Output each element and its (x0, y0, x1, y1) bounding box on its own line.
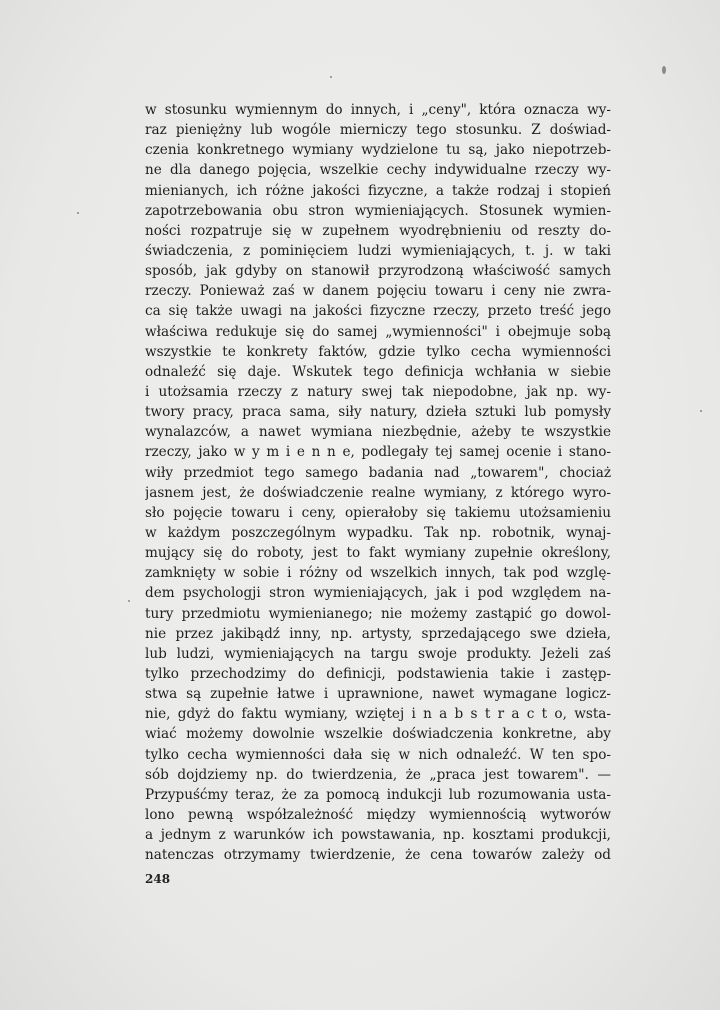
text-line: wiły przedmiot tego samego badania nad „towarem", chociaż (145, 464, 611, 481)
text-line: odnaleźć się daje. Wskutek tego definicja wchłania w siebie (145, 363, 611, 380)
paper-speck (700, 410, 702, 412)
text-line: ca się także uwagi na jakości fizyczne rzeczy, przeto treść jego (145, 303, 611, 320)
text-line: tylko przechodzimy do definicji, podstawienia takie i zastęp- (145, 665, 611, 682)
text-line: tylko cecha wymienności dała się w nich odnaleźć. W ten spo- (145, 746, 611, 763)
text-line: lub ludzi, wymieniających na targu swoje produkty. Jeżeli zaś (145, 645, 611, 662)
text-line: wiać możemy dowolnie wszelkie doświadczenia konkretne, aby (145, 726, 611, 743)
text-line: tury przedmiotu wymienianego; nie możemy zastąpić go dowol- (145, 605, 611, 622)
text-line: czenia konkretnego wymiany wydzielone tu są, jako niepotrzeb- (145, 142, 611, 159)
text-line: mujący się do roboty, jest to fakt wymiany zupełnie określony, (145, 545, 611, 562)
text-line: wszystkie te konkrety faktów, gdzie tylko cecha wymienności (145, 343, 611, 360)
text-line: właściwa redukuje się do samej „wymienności" i obejmuje sobą (145, 323, 611, 340)
text-line: lono pewną współzależność między wymiennością wytworów (145, 806, 611, 823)
text-line: twory pracy, praca sama, siły natury, dzieła sztuki lub pomysły (145, 404, 611, 421)
paper-speck (330, 76, 332, 78)
text-line: świadczenia, z pominięciem ludzi wymieniających, t. j. w taki (145, 242, 611, 259)
text-line: ne dla danego pojęcia, wszelkie cechy indywidualne rzeczy wy- (145, 162, 611, 179)
text-line: zamknięty w sobie i różny od wszelkich innych, tak pod wzglę- (145, 565, 611, 582)
text-line: nie przez jakibądź inny, np. artysty, sprzedającego swe dzieła, (145, 625, 611, 642)
text-line: w każdym poszczególnym wypadku. Tak np. robotnik, wynaj- (145, 524, 611, 541)
text-line: sób dojdziemy np. do twierdzenia, że „praca jest towarem". — (145, 766, 611, 783)
text-line: jasnem jest, że doświadczenie realne wymiany, z którego wyro- (145, 484, 611, 501)
text-line: stwa są zupełnie łatwe i uprawnione, nawet wymagane logicz- (145, 686, 611, 703)
text-line: ności rozpatruje się w zupełnem wyodrębnieniu od reszty do- (145, 222, 611, 239)
text-line: rzeczy. Ponieważ zaś w danem pojęciu towaru i ceny nie zwra- (145, 283, 611, 300)
text-line: Przypuśćmy teraz, że za pomocą indukcji lub rozumowania usta- (145, 786, 611, 803)
text-line: i utożsamia rzeczy z natury swej tak niepodobne, jak np. wy- (145, 383, 611, 400)
text-line: w stosunku wymiennym do innych, i „ceny", która oznacza wy- (145, 102, 611, 118)
text-line: wynalazców, a nawet wymiana niezbędnie, ażeby te wszystkie (145, 424, 611, 441)
text-line: zapotrzebowania obu stron wymieniających. Stosunek wymien- (145, 202, 611, 219)
text-line: nie, gdyż do faktu wymiany, wziętej i n a b s t r a c t o, wsta- (145, 706, 611, 723)
text-line: natenczas otrzymamy twierdzenie, że cena towarów zależy od (145, 847, 611, 864)
body-text (145, 100, 611, 865)
text-line: mienianych, ich różne jakości fizyczne, a także rodzaj i stopień (145, 182, 611, 199)
text-line: dem psychologji stron wymieniających, jak i pod względem na- (145, 585, 611, 602)
text-line: rzeczy, jako w y m i e n n e, podlegały tej samej ocenie i stano- (145, 444, 611, 461)
paper-speck (128, 600, 130, 602)
text-line: sposób, jak gdyby on stanowił przyrodzoną właściwość samych (145, 263, 611, 280)
page-number: 248 (145, 872, 171, 886)
text-line: raz pieniężny lub wogóle mierniczy tego stosunku. Z doświad- (145, 122, 611, 139)
paper-speck (77, 212, 79, 214)
text-line: sło pojęcie towaru i ceny, opierałoby się takiemu utożsamieniu (145, 504, 611, 521)
paper-speck (662, 66, 666, 74)
text-line: a jednym z warunków ich powstawania, np. kosztami produkcji, (145, 827, 611, 844)
